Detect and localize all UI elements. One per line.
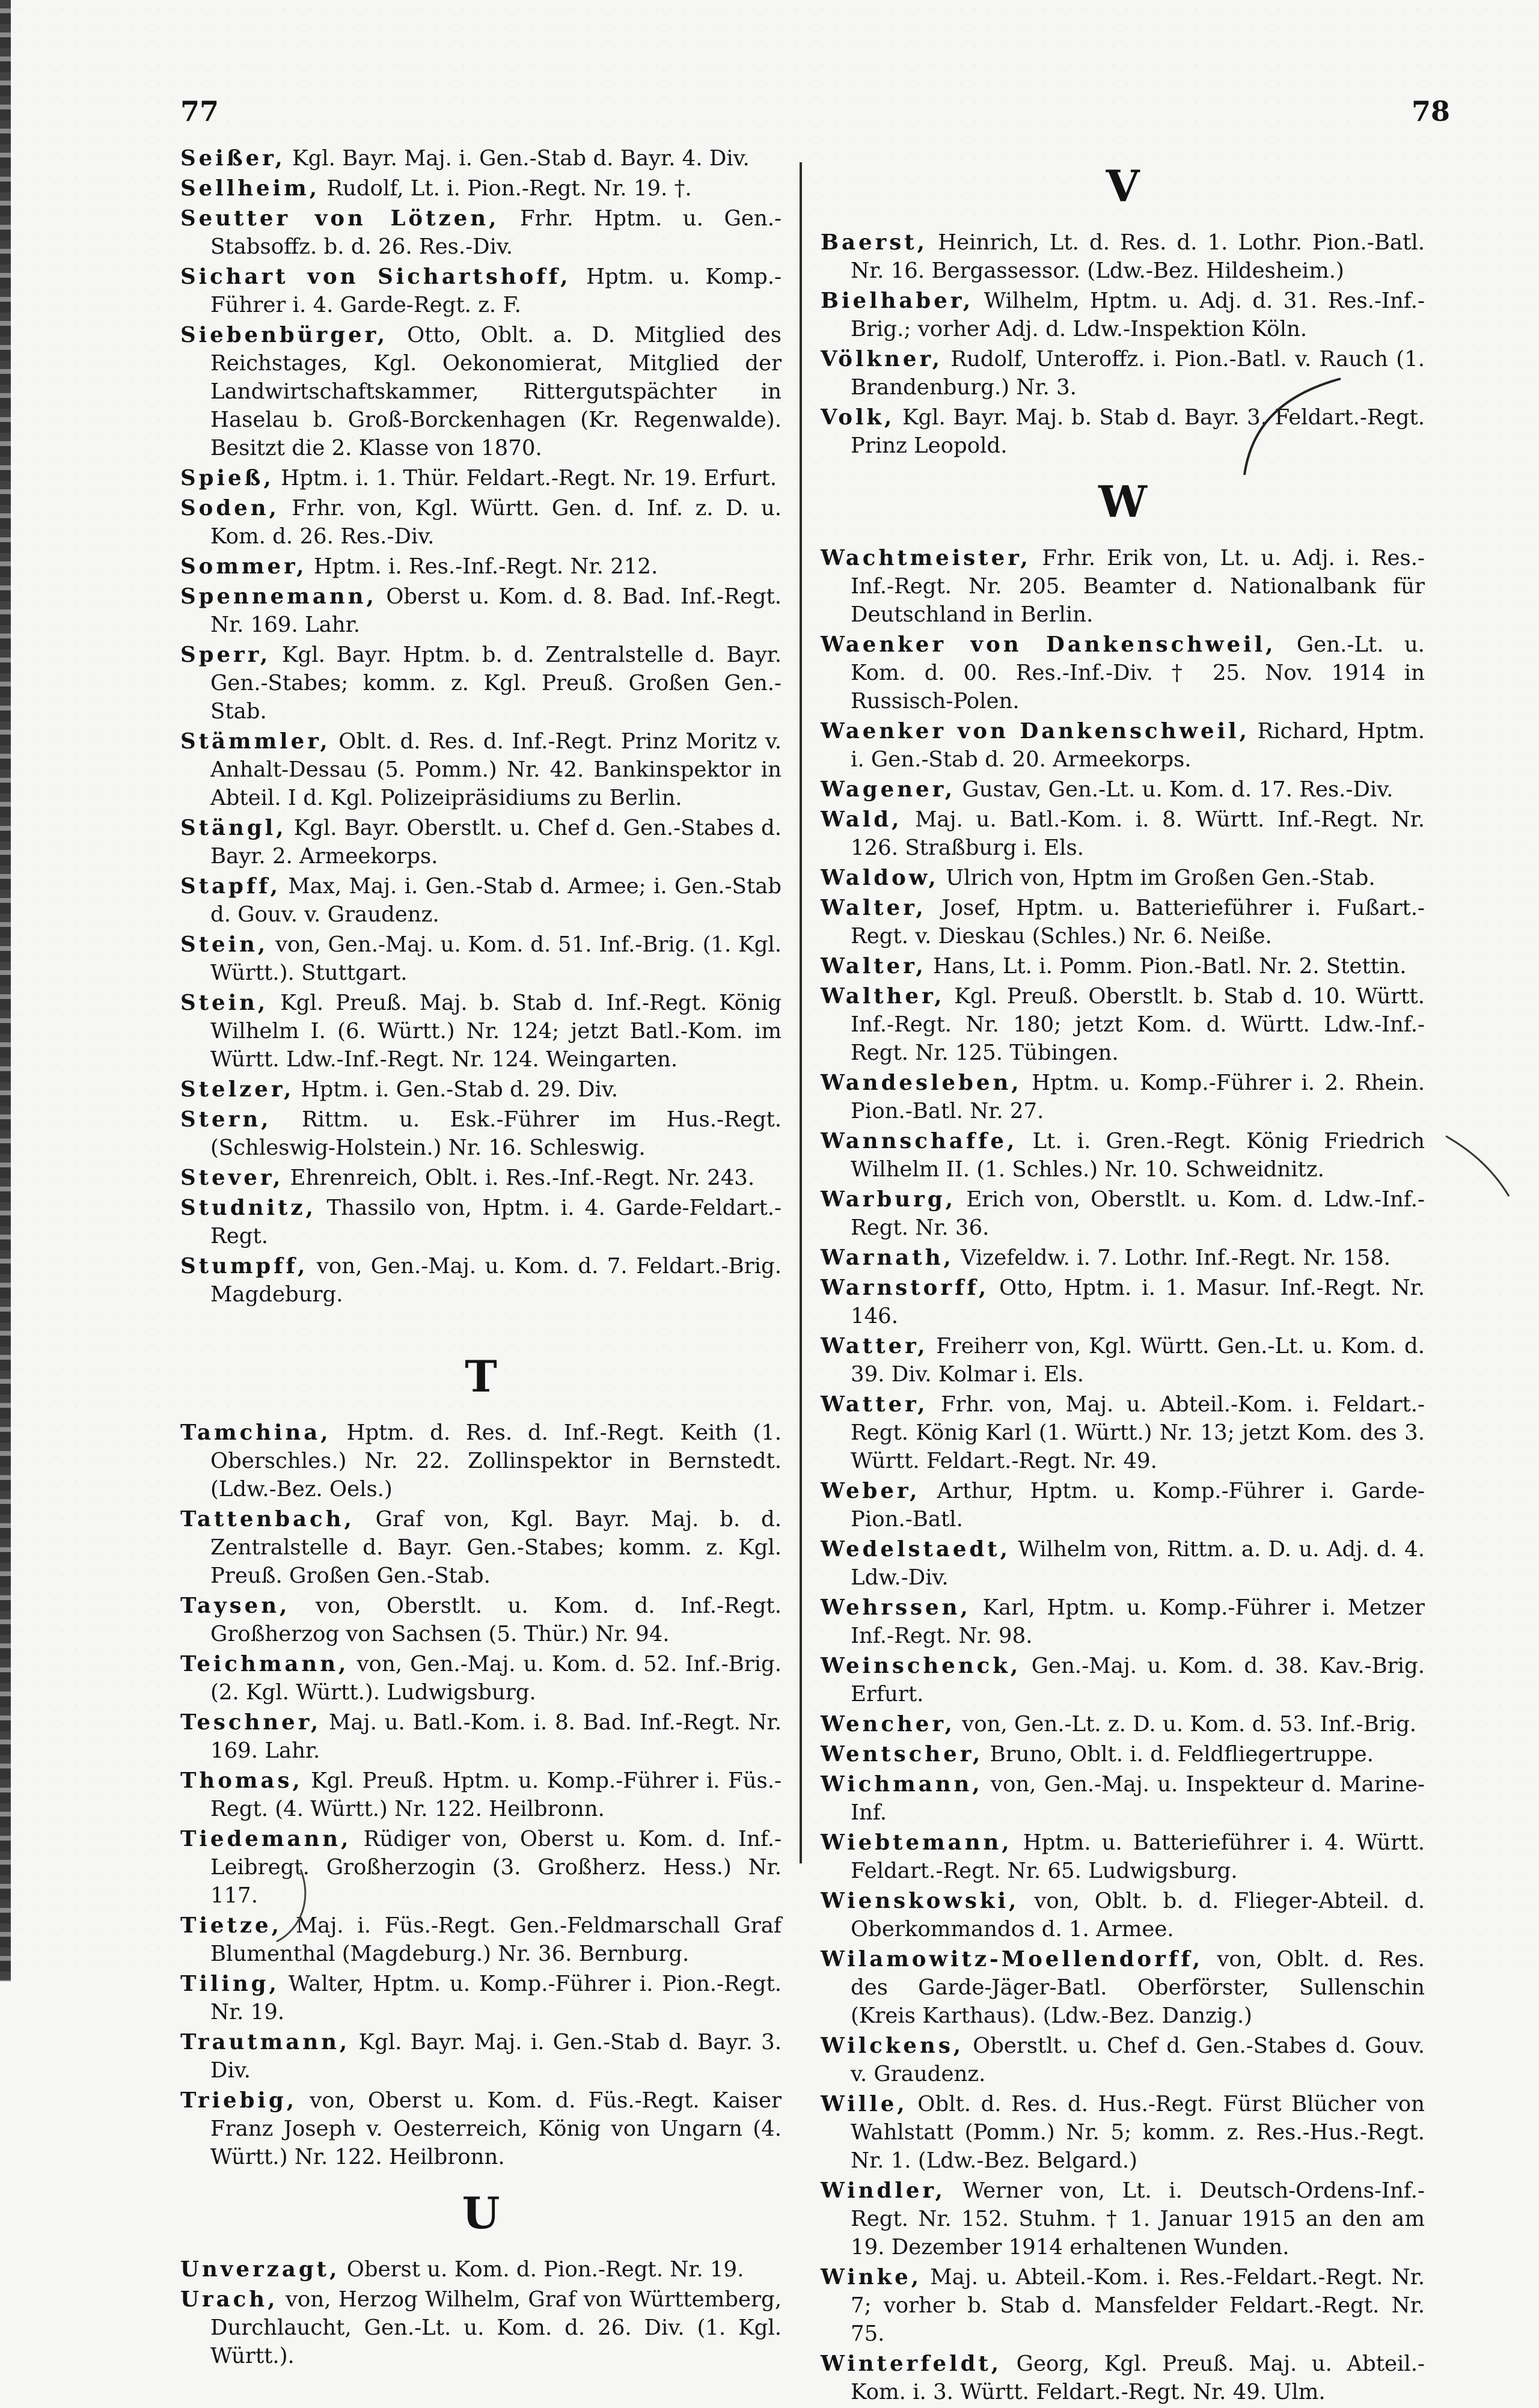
entry	[180, 1767, 782, 1823]
entry-text: Walter, Hptm. u. Komp.-Führer i. Pion.-Regt. Nr. 19.	[210, 1972, 782, 2024]
entry-surname: Wald,	[821, 807, 902, 832]
entry	[821, 1740, 1425, 1768]
entry-text: Richard, Hptm. i. Gen.-Stab d. 20. Armeekorps.	[851, 719, 1425, 772]
entry-surname: Bielhaber,	[821, 289, 974, 313]
entry	[180, 989, 782, 1074]
entry-surname: Wehrssen,	[821, 1595, 971, 1620]
entry-surname: Seißer,	[180, 146, 286, 171]
entry-text: Oberst u. Kom. d. Pion.-Regt. Nr. 19.	[346, 2257, 744, 2282]
entry	[180, 814, 782, 870]
entry	[821, 1332, 1425, 1389]
entry	[821, 544, 1425, 629]
entry-text: Karl, Hptm. u. Komp.-Führer i. Metzer Inf.-Regt. Nr. 98.	[851, 1595, 1425, 1648]
entry-text: von, Oblt. b. d. Flieger-Abteil. d. Oberkommandos d. 1. Armee.	[851, 1889, 1425, 1942]
entry	[180, 1419, 782, 1503]
entry-surname: Wachtmeister,	[821, 546, 1031, 570]
entry	[821, 1477, 1425, 1533]
entry-surname: Watter,	[821, 1334, 928, 1358]
entry-text: von, Oblt. d. Res. des Garde-Jäger-Batl. Oberförster, Sullenschin (Kreis Karthaus). (Ldw.-Bez. Danzig.)	[851, 1947, 1425, 2028]
entry-surname: Wille,	[821, 2092, 908, 2116]
section-heading-t: T	[465, 1351, 497, 1402]
entry-text: Kgl. Bayr. Maj. i. Gen.-Stab d. Bayr. 3. Div.	[210, 2030, 782, 2083]
entry-surname: Tiedemann,	[180, 1827, 352, 1851]
page-number-right: 78	[1412, 95, 1451, 127]
entry-text: Frhr. von, Maj. u. Abteil.-Kom. i. Feldart.-Regt. König Karl (1. Württ.) Nr. 13; jetzt Kom. des 3. Württ. Feldart.-Regt. Nr. 49.	[851, 1392, 1425, 1473]
entry	[821, 2032, 1425, 2088]
entry-surname: Winke,	[821, 2265, 922, 2290]
entry-surname: Wencher,	[821, 1712, 955, 1737]
entry-text: Kgl. Bayr. Hptm. b. d. Zentralstelle d. Bayr. Gen.-Stabes; komm. z. Kgl. Preuß. Großen Gen.-Stab.	[210, 643, 782, 724]
entry-surname: Waenker von Dankenschweil,	[821, 632, 1276, 657]
entry-surname: Walter,	[821, 896, 926, 920]
entry	[821, 775, 1425, 804]
entry-text: Hptm. u. Komp.-Führer i. 2. Rhein. Pion.-Batl. Nr. 27.	[851, 1071, 1425, 1123]
entry	[821, 894, 1425, 950]
left-column	[180, 144, 782, 2372]
entry-surname: Sperr,	[180, 643, 271, 667]
entry	[180, 1505, 782, 1590]
entry	[180, 1911, 782, 1968]
entry-surname: Stein,	[180, 991, 269, 1015]
entry-text: Lt. i. Gren.-Regt. König Friedrich Wilhelm II. (1. Schles.) Nr. 10. Schweidnitz.	[851, 1129, 1425, 1182]
entry-text: Hptm. i. 1. Thür. Feldart.-Regt. Nr. 19. Erfurt.	[281, 466, 777, 490]
entry-text: Maj. u. Abteil.-Kom. i. Res.-Feldart.-Regt. Nr. 7; vorher b. Stab d. Mansfelder Feldart.-Regt. Nr. 75.	[851, 2265, 1425, 2346]
entry-surname: Stein,	[180, 932, 269, 957]
entry-surname: Sellheim,	[180, 176, 320, 201]
entry	[180, 931, 782, 987]
entries-s	[180, 144, 782, 1309]
entry	[180, 2086, 782, 2171]
entry	[821, 345, 1425, 402]
entry-surname: Wedelstaedt,	[821, 1537, 1011, 1562]
entry-surname: Sichart von Sichartshoff,	[180, 264, 571, 289]
entry-surname: Wichmann,	[821, 1772, 983, 1797]
entry-surname: Weber,	[821, 1479, 920, 1503]
entry-text: Freiherr von, Kgl. Württ. Gen.-Lt. u. Kom. d. 39. Div. Kolmar i. Els.	[851, 1334, 1425, 1387]
entry-surname: Seutter von Lötzen,	[180, 206, 500, 231]
entry-surname: Taysen,	[180, 1594, 290, 1618]
entry-surname: Warnath,	[821, 1245, 954, 1270]
section-heading-w: W	[1098, 476, 1147, 527]
entry-surname: Stämmler,	[180, 729, 331, 754]
page-number-left: 77	[180, 95, 219, 127]
entry-text: von, Gen.-Maj. u. Kom. d. 51. Inf.-Brig. (1. Kgl. Württ.). Stuttgart.	[210, 932, 782, 985]
entry	[180, 1650, 782, 1707]
entry	[821, 1829, 1425, 1885]
entry	[821, 228, 1425, 285]
entry	[821, 717, 1425, 774]
entry	[180, 872, 782, 929]
section-heading-u: U	[462, 2187, 500, 2238]
entry-text: Vizefeldw. i. 7. Lothr. Inf.-Regt. Nr. 158.	[961, 1245, 1391, 1270]
entry-text: Hptm. d. Res. d. Inf.-Regt. Keith (1. Oberschles.) Nr. 22. Zollinspektor in Bernstedt. (Ldw.-Bez. Oels.)	[210, 1420, 782, 1502]
entry-surname: Stapff,	[180, 874, 281, 899]
entry-text: Oblt. d. Res. d. Hus.-Regt. Fürst Blücher von Wahlstatt (Pomm.) Nr. 5; komm. z. Res.-Hus.-Regt. Nr. 1. (Ldw.-Bez. Belgard.)	[851, 2092, 1425, 2173]
entry	[180, 727, 782, 812]
entry	[821, 1390, 1425, 1475]
entry	[821, 1274, 1425, 1330]
entry-surname: Tamchina,	[180, 1420, 331, 1445]
entry-surname: Sommer,	[180, 554, 307, 579]
entry	[821, 1652, 1425, 1708]
entry-surname: Spennemann,	[180, 584, 377, 609]
entry-surname: Stever,	[180, 1166, 284, 1190]
entry-text: von, Oberst u. Kom. d. Füs.-Regt. Kaiser Franz Joseph v. Oesterreich, König von Ungarn (4. Württ.) Nr. 122. Heilbronn.	[210, 2088, 782, 2169]
entry	[180, 1708, 782, 1765]
entry-text: Heinrich, Lt. d. Res. d. 1. Lothr. Pion.-Batl. Nr. 16. Bergassessor. (Ldw.-Bez. Hildesheim.)	[851, 230, 1425, 283]
entry-surname: Wilamowitz-Moellendorff,	[821, 1947, 1204, 1972]
entry-text: Hptm. i. Res.-Inf.-Regt. Nr. 212.	[313, 554, 658, 579]
entry-surname: Unverzagt,	[180, 2257, 340, 2282]
entry-text: Maj. u. Batl.-Kom. i. 8. Bad. Inf.-Regt. Nr. 169. Lahr.	[210, 1710, 782, 1763]
entry	[180, 2255, 782, 2284]
entry-surname: Soden,	[180, 496, 280, 521]
entries-v	[821, 228, 1425, 460]
entry-text: Arthur, Hptm. u. Komp.-Führer i. Garde-Pion.-Batl.	[851, 1479, 1425, 1532]
entry	[821, 982, 1425, 1067]
entry-text: Kgl. Bayr. Maj. i. Gen.-Stab d. Bayr. 4. Div.	[292, 146, 750, 171]
entry-text: Frhr. von, Kgl. Württ. Gen. d. Inf. z. D. u. Kom. d. 26. Res.-Div.	[210, 496, 782, 549]
entry-text: Kgl. Preuß. Hptm. u. Komp.-Führer i. Füs.-Regt. (4. Württ.) Nr. 122. Heilbronn.	[210, 1768, 782, 1821]
entry-surname: Teichmann,	[180, 1652, 349, 1676]
entry-surname: Siebenbürger,	[180, 323, 388, 347]
entry-text: Otto, Oblt. a. D. Mitglied des Reichstages, Kgl. Oekonomierat, Mitglied der Landwirtschaftskammer, Rittergutspächter in Haselau b. Groß-Borckenhagen (Kr. Regenwalde). Besitzt die 2. Klasse von 1870.	[210, 323, 782, 460]
entry	[180, 321, 782, 462]
entry-text: Otto, Hptm. i. 1. Masur. Inf.-Regt. Nr. 146.	[851, 1276, 1425, 1328]
entry-surname: Wandesleben,	[821, 1071, 1022, 1095]
entry	[821, 1594, 1425, 1650]
entry	[180, 1164, 782, 1192]
entry	[180, 1105, 782, 1162]
entry-surname: Teschner,	[180, 1710, 322, 1735]
entry-text: Kgl. Preuß. Maj. b. Stab d. Inf.-Regt. König Wilhelm I. (6. Württ.) Nr. 124; jetzt Batl.-Kom. im Württ. Ldw.-Inf.-Regt. Nr. 124. Weingarten.	[210, 991, 782, 1072]
entry	[180, 1592, 782, 1648]
entry-surname: Weinschenck,	[821, 1654, 1021, 1678]
entry-surname: Stelzer,	[180, 1077, 295, 1102]
entry	[821, 403, 1425, 460]
entry-surname: Tattenbach,	[180, 1507, 355, 1532]
entry	[180, 263, 782, 319]
entry	[821, 1069, 1425, 1125]
entry	[821, 952, 1425, 980]
entry	[180, 1825, 782, 1910]
entry	[180, 174, 782, 203]
entry-surname: Stern,	[180, 1107, 272, 1132]
entry-text: Kgl. Bayr. Oberstlt. u. Chef d. Gen.-Stabes d. Bayr. 2. Armeekorps.	[210, 816, 782, 869]
entry-surname: Volk,	[821, 405, 895, 430]
entry	[180, 464, 782, 492]
entry-surname: Winterfeldt,	[821, 2351, 1002, 2376]
entry	[821, 1887, 1425, 1943]
entry	[821, 631, 1425, 715]
entry-text: Ulrich von, Hptm im Großen Gen.-Stab.	[946, 866, 1375, 890]
entry	[180, 494, 782, 551]
entry	[821, 2350, 1425, 2406]
entry-text: Kgl. Bayr. Maj. b. Stab d. Bayr. 3. Feldart.-Regt. Prinz Leopold.	[851, 405, 1425, 458]
entry-text: Erich von, Oberstlt. u. Kom. d. Ldw.-Inf.-Regt. Nr. 36.	[851, 1187, 1425, 1240]
entry-surname: Wilckens,	[821, 2034, 964, 2058]
entry	[180, 641, 782, 726]
entry-text: Kgl. Preuß. Oberstlt. b. Stab d. 10. Württ. Inf.-Regt. Nr. 180; jetzt Kom. d. Württ. Ldw.-Inf.-Regt. Nr. 125. Tübingen.	[851, 984, 1425, 1065]
entry	[821, 2090, 1425, 2175]
section-heading-v: V	[1106, 160, 1140, 212]
entry-text: Thassilo von, Hptm. i. 4. Garde-Feldart.-Regt.	[210, 1196, 782, 1248]
entry	[821, 287, 1425, 343]
entry-text: Maj. i. Füs.-Regt. Gen.-Feldmarschall Graf Blumenthal (Magdeburg.) Nr. 36. Bernburg.	[210, 1913, 782, 1966]
entry-surname: Windler,	[821, 2178, 946, 2203]
entry-surname: Wentscher,	[821, 1742, 984, 1767]
entry-text: Maj. u. Batl.-Kom. i. 8. Württ. Inf.-Regt. Nr. 126. Straßburg i. Els.	[851, 807, 1425, 860]
entries-w	[821, 544, 1425, 2406]
entry	[180, 2028, 782, 2085]
entry-surname: Völkner,	[821, 347, 943, 371]
entry-surname: Spieß,	[180, 466, 274, 490]
entry-text: Werner von, Lt. i. Deutsch-Ordens-Inf.-Regt. Nr. 152. Stuhm. † 1. Januar 1915 an den am 19. Dezember 1914 erhaltenen Wunden.	[851, 2178, 1425, 2260]
entry	[821, 864, 1425, 892]
entry	[821, 1244, 1425, 1272]
entry-surname: Waenker von Dankenschweil,	[821, 719, 1250, 744]
entry	[821, 2177, 1425, 2261]
entry-surname: Stumpff,	[180, 1254, 308, 1279]
entry-text: Hans, Lt. i. Pomm. Pion.-Batl. Nr. 2. Stettin.	[933, 954, 1407, 979]
entry	[821, 2263, 1425, 2348]
entry	[180, 1970, 782, 2026]
entry	[180, 2285, 782, 2370]
entry	[180, 552, 782, 581]
entry-text: Gustav, Gen.-Lt. u. Kom. d. 17. Res.-Div.	[962, 777, 1394, 802]
entry-surname: Wagener,	[821, 777, 956, 802]
entry-text: Wilhelm von, Rittm. a. D. u. Adj. d. 4. Ldw.-Div.	[851, 1537, 1425, 1590]
entry-text: Josef, Hptm. u. Batterieführer i. Fußart.-Regt. v. Dieskau (Schles.) Nr. 6. Neiße.	[851, 896, 1425, 949]
entry-surname: Stängl,	[180, 816, 287, 840]
entry-surname: Thomas,	[180, 1768, 303, 1793]
entry	[821, 1945, 1425, 2030]
entries-u	[180, 2255, 782, 2370]
entry	[180, 204, 782, 261]
entry-text: Gen.-Lt. u. Kom. d. 00. Res.-Inf.-Div. † 25. Nov. 1914 in Russisch-Polen.	[851, 632, 1425, 714]
entry-text: von, Gen.-Maj. u. Kom. d. 52. Inf.-Brig. (2. Kgl. Württ.). Ludwigsburg.	[210, 1652, 782, 1705]
entry-surname: Trautmann,	[180, 2030, 350, 2055]
entry-surname: Studnitz,	[180, 1196, 316, 1220]
entry-text: Hptm. u. Komp.-Führer i. 4. Garde-Regt. z. F.	[210, 264, 782, 317]
entry-text: Frhr. Hptm. u. Gen.-Stabsoffz. b. d. 26. Res.-Div.	[210, 206, 782, 259]
entry	[180, 144, 782, 173]
entry-text: Rittm. u. Esk.-Führer im Hus.-Regt. (Schleswig-Holstein.) Nr. 16. Schleswig.	[210, 1107, 782, 1160]
entry-surname: Warnstorff,	[821, 1276, 990, 1300]
entry	[821, 1535, 1425, 1592]
entry-surname: Wienskowski,	[821, 1889, 1020, 1913]
entry-text: Rudolf, Unteroffz. i. Pion.-Batl. v. Rauch (1. Brandenburg.) Nr. 3.	[851, 347, 1425, 400]
entry-text: von, Gen.-Lt. z. D. u. Kom. d. 53. Inf.-Brig.	[962, 1712, 1417, 1737]
entry-text: von, Gen.-Maj. u. Inspekteur d. Marine-Inf.	[851, 1772, 1425, 1825]
entry	[180, 1075, 782, 1104]
entry	[180, 582, 782, 639]
entry-surname: Baerst,	[821, 230, 928, 255]
entry-surname: Tiling,	[180, 1972, 280, 1996]
entry-text: Graf von, Kgl. Bayr. Maj. b. d. Zentralstelle d. Bayr. Gen.-Stabes; komm. z. Kgl. Preuß. Großen Gen.-Stab.	[210, 1507, 782, 1588]
entry-text: Max, Maj. i. Gen.-Stab d. Armee; i. Gen.-Stab d. Gouv. v. Graudenz.	[210, 874, 782, 927]
column-divider	[800, 162, 802, 1863]
entry	[180, 1194, 782, 1250]
entry-surname: Warburg,	[821, 1187, 956, 1212]
entry-text: Oblt. d. Res. d. Inf.-Regt. Prinz Moritz v. Anhalt-Dessau (5. Pomm.) Nr. 42. Bankinspektor in Abteil. I d. Kgl. Polizeipräsidiums zu Berlin.	[210, 729, 782, 810]
entry-text: Oberstlt. u. Chef d. Gen.-Stabes d. Gouv. v. Graudenz.	[851, 2034, 1425, 2086]
entry-text: Rüdiger von, Oberst u. Kom. d. Inf.-Leibregt. Großherzogin (3. Großherz. Hess.) Nr. 117.	[210, 1827, 782, 1908]
scan-edge	[0, 0, 11, 1981]
entries-t	[180, 1419, 782, 2171]
entry-text: Frhr. Erik von, Lt. u. Adj. i. Res.-Inf.-Regt. Nr. 205. Beamter d. Nationalbank für Deutschland in Berlin.	[851, 546, 1425, 627]
entry-surname: Wiebtemann,	[821, 1830, 1012, 1855]
entry-surname: Watter,	[821, 1392, 928, 1417]
entry-text: Hptm. u. Batterieführer i. 4. Württ. Feldart.-Regt. Nr. 65. Ludwigsburg.	[851, 1830, 1425, 1883]
entry-text: von, Herzog Wilhelm, Graf von Württemberg, Durchlaucht, Gen.-Lt. u. Kom. d. 26. Div. (1. Kgl. Württ.).	[210, 2287, 782, 2368]
entry-text: Bruno, Oblt. i. d. Feldfliegertruppe.	[990, 1742, 1374, 1767]
entry-surname: Urach,	[180, 2287, 278, 2312]
entry-text: von, Oberstlt. u. Kom. d. Inf.-Regt. Großherzog von Sachsen (5. Thür.) Nr. 94.	[210, 1594, 782, 1646]
entry	[821, 805, 1425, 862]
entry-surname: Triebig,	[180, 2088, 298, 2113]
entry	[821, 1127, 1425, 1184]
entry-text: Georg, Kgl. Preuß. Maj. u. Abteil.-Kom. i. 3. Württ. Feldart.-Regt. Nr. 49. Ulm.	[851, 2351, 1425, 2404]
entry-surname: Tietze,	[180, 1913, 282, 1938]
entry-text: Wilhelm, Hptm. u. Adj. d. 31. Res.-Inf.-Brig.; vorher Adj. d. Ldw.-Inspektion Köln.	[851, 289, 1425, 341]
entry-text: Ehrenreich, Oblt. i. Res.-Inf.-Regt. Nr. 243.	[290, 1166, 755, 1190]
pencil-mark-right	[1443, 1130, 1515, 1202]
entry-surname: Wannschaffe,	[821, 1129, 1018, 1154]
right-column	[821, 160, 1425, 2408]
entry-text: Gen.-Maj. u. Kom. d. 38. Kav.-Brig. Erfurt.	[851, 1654, 1425, 1707]
entry	[180, 1252, 782, 1309]
entry-text: Rudolf, Lt. i. Pion.-Regt. Nr. 19. †.	[326, 176, 692, 201]
entry-surname: Waldow,	[821, 866, 939, 890]
entry	[821, 1710, 1425, 1738]
entry-surname: Walther,	[821, 984, 945, 1009]
entry-text: Oberst u. Kom. d. 8. Bad. Inf.-Regt. Nr. 169. Lahr.	[210, 584, 782, 637]
entry-text: von, Gen.-Maj. u. Kom. d. 7. Feldart.-Brig. Magdeburg.	[210, 1254, 782, 1307]
entry	[821, 1185, 1425, 1242]
entry	[821, 1770, 1425, 1827]
entry-surname: Walter,	[821, 954, 926, 979]
entry-text: Hptm. i. Gen.-Stab d. 29. Div.	[301, 1077, 618, 1102]
